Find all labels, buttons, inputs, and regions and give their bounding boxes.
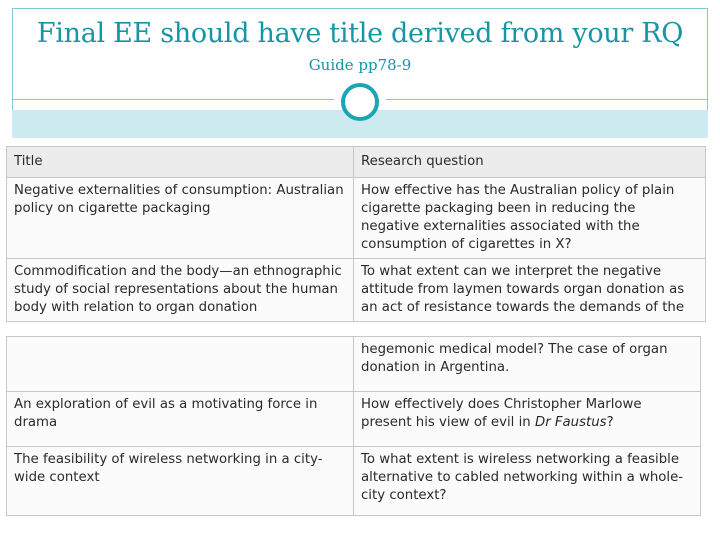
question-cell: hegemonic medical model? The case of organ donation in Argentina.	[354, 337, 701, 392]
column-header-research-question: Research question	[354, 147, 706, 178]
title-cell: The feasibility of wireless networking in a city-wide context	[7, 447, 354, 516]
examples-table-part-2	[6, 336, 701, 516]
column-header-title: Title	[7, 147, 354, 178]
title-cell: Negative externalities of consumption: Australian policy on cigarette packaging	[7, 178, 354, 259]
table-header-row	[7, 147, 706, 178]
question-italic-text: Dr Faustus	[534, 415, 607, 430]
question-cell: To what extent can we interpret the negative attitude from laymen towards organ donation as an act of resistance towards the demands of the	[354, 259, 706, 322]
title-cell-empty	[7, 337, 354, 392]
table-row	[7, 447, 701, 516]
question-text: How effectively does Christopher Marlowe present his view of evil in	[361, 397, 642, 430]
question-end-text: ?	[606, 415, 614, 430]
divider-right	[386, 99, 708, 100]
table-row	[7, 337, 701, 392]
table-row	[7, 259, 706, 322]
slide-title: Final EE should have title derived from your RQ	[36, 18, 684, 49]
title-cell: Commodification and the body—an ethnographic study of social representations about the human body with relation to organ donation	[7, 259, 354, 322]
examples-table-part-1	[6, 146, 706, 322]
table-row	[7, 178, 706, 259]
title-cell: An exploration of evil as a motivating force in drama	[7, 392, 354, 447]
question-cell	[354, 392, 701, 447]
divider-left	[12, 99, 334, 100]
question-cell: To what extent is wireless networking a feasible alternative to cabled networking within a whole-city context?	[354, 447, 701, 516]
circle-ornament-icon	[341, 83, 379, 121]
table-row	[7, 392, 701, 447]
slide-subtitle: Guide pp78-9	[308, 56, 412, 74]
question-cell: How effective has the Australian policy of plain cigarette packaging been in reducing the negative externalities associated with the consumption of cigarettes in X?	[354, 178, 706, 259]
